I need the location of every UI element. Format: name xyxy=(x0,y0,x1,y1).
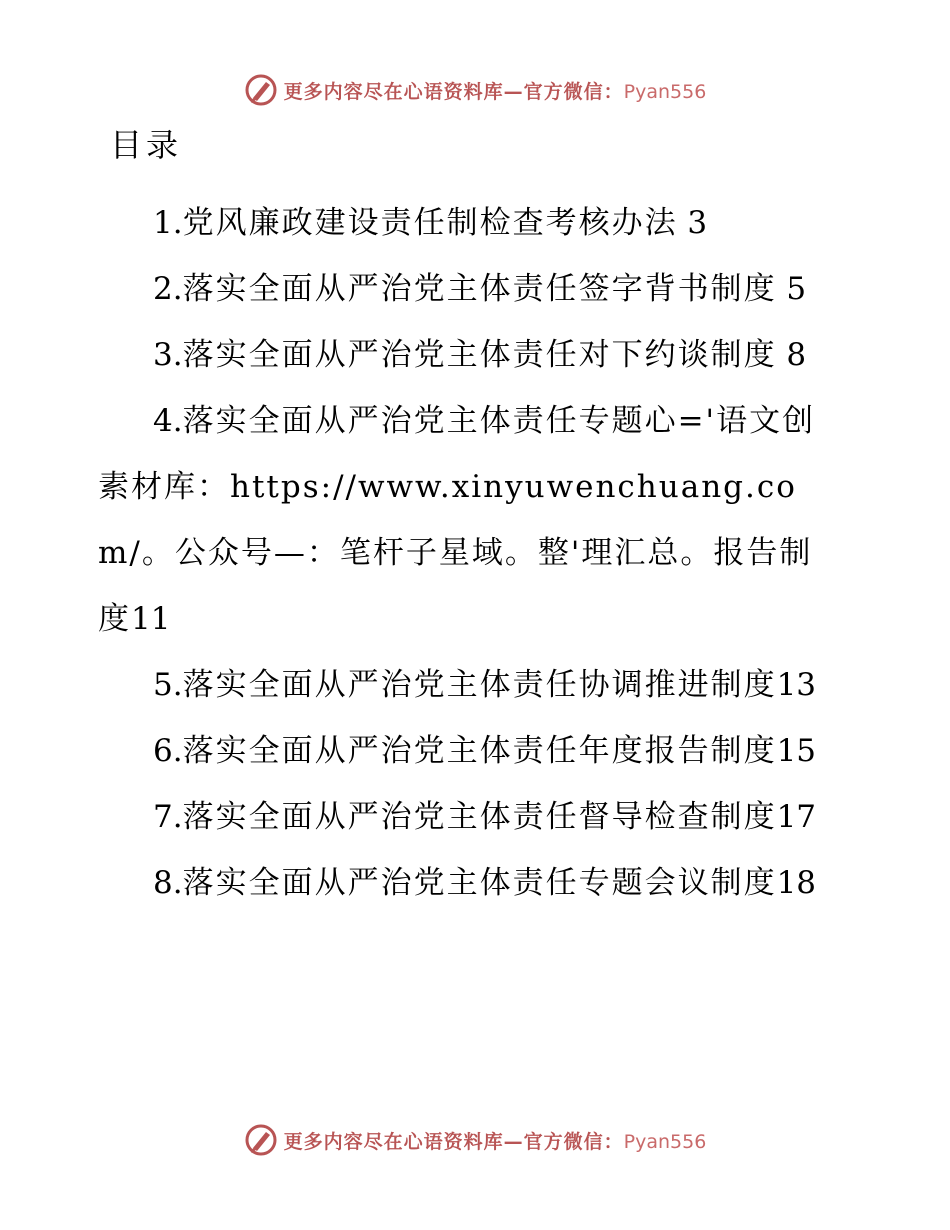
footer-watermark-banner xyxy=(0,1120,950,1160)
toc-entry-8[interactable]: 8.落实全面从严治党主体责任专题会议制度18 xyxy=(153,865,817,901)
toc-entry-1[interactable]: 1.党风廉政建设责任制检查考核办法 3 xyxy=(153,205,708,241)
toc-entry-4[interactable]: 4.落实全面从严治党主体责任专题心='语文创素材库：https://www.xinyuwenchuang.com/。公众号—：笔杆子星域。整'理汇总。报告制度11 xyxy=(98,403,816,637)
toc-title: 目录 xyxy=(110,126,183,164)
watermark-text: 更多内容尽在心语资料库—官方微信：Pyan556 xyxy=(283,80,707,103)
watermark-text: 更多内容尽在心语资料库—官方微信：Pyan556 xyxy=(283,1130,707,1153)
toc-entry-6[interactable]: 6.落实全面从严治党主体责任年度报告制度15 xyxy=(153,733,817,769)
pen-logo-icon xyxy=(244,1123,278,1157)
toc-entry-7[interactable]: 7.落实全面从严治党主体责任督导检查制度17 xyxy=(153,799,817,835)
toc-entry-3[interactable]: 3.落实全面从严治党主体责任对下约谈制度 8 xyxy=(153,337,807,373)
header-watermark-banner xyxy=(0,70,950,110)
toc-entry-2[interactable]: 2.落实全面从严治党主体责任签字背书制度 5 xyxy=(153,271,807,307)
table-of-contents xyxy=(98,190,843,916)
toc-entry-5[interactable]: 5.落实全面从严治党主体责任协调推进制度13 xyxy=(153,667,817,703)
pen-logo-icon xyxy=(244,73,278,107)
